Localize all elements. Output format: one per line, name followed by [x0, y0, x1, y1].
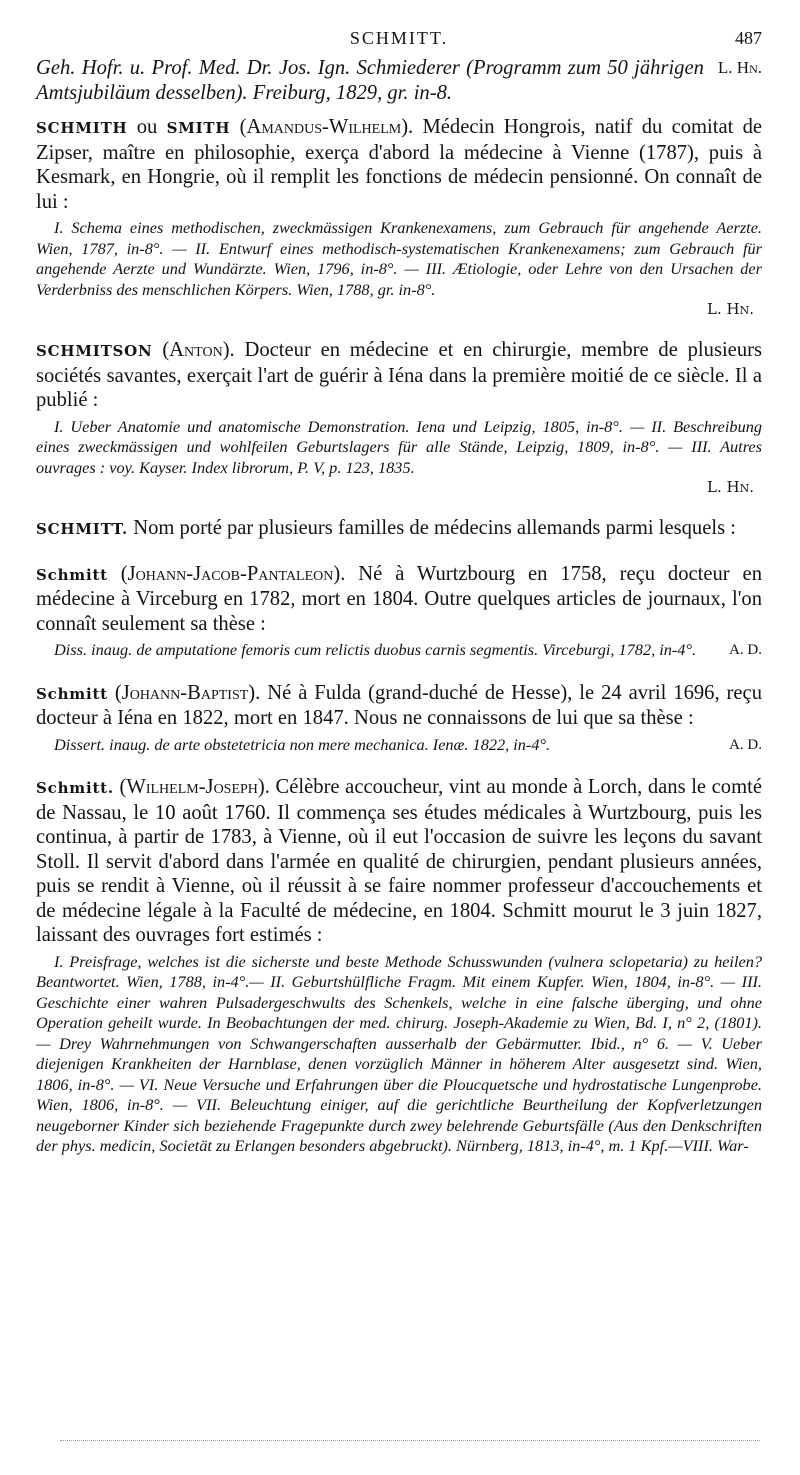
entry-given-names: (Amandus-Wilhelm). — [239, 116, 414, 138]
entry-signature: A. D. — [729, 736, 762, 753]
entry-headword: SCHMITH — [36, 119, 128, 137]
entry-given-names: (Johann-Baptist). — [114, 681, 261, 704]
entry-body — [36, 516, 762, 542]
entry-text: Né à Wurtzbourg en 1758, reçu docteur en médecine à Virceburg en 1782, mort en 1804. Outre quelques articles de journaux, l'on connaît seulement sa thèse : — [36, 562, 762, 635]
entry-headword: Schmitt — [36, 684, 108, 703]
bibliography-text: Dissert. inaug. de arte obstetetricia non mere mechanica. Ienæ. 1822, in-4°. — [54, 734, 551, 754]
entry-schmitson — [36, 338, 762, 496]
entry-given-names: (Wilhelm-Joseph). — [119, 776, 270, 798]
entry-headword: Schmitt — [36, 565, 108, 584]
entry-body — [36, 115, 762, 214]
entry-given-names: (Johann-Jacob-Pantaleon). — [120, 562, 346, 585]
entry-signature: L. Hn. — [707, 300, 754, 318]
bibliography-text: I. Ueber Anatomie und anatomische Demonstration. Iena und Leipzig, 1805, in-8°. — II. Beschreibung eines zweckmässigen und wohlfeilen Geburtslagers für alle Stände, Leipzig, 1809, in-8°. — III. Autres ouvrages : voy. Kayser. Index librorum, P. V, p. 123, 1835. — [36, 416, 762, 477]
entry-body — [36, 775, 762, 948]
carryover-paragraph — [36, 56, 762, 105]
entry-signature: A. D. — [729, 642, 762, 658]
entry-bibliography — [36, 952, 762, 1157]
page-number: 487 — [735, 28, 762, 48]
entry-bibliography — [36, 735, 762, 756]
entry-text: Célèbre accoucheur, vint au monde à Lorch, dans le comté de Nassau, le 10 août 1760. Il commença ses études médicales à Wurtzbourg, puis les continua, à partir de 1783, à Vienne, où il eut l'occasion de suivre les leçons du savant Stoll. Il servit d'abord dans l'armée en qualité de chirurgien, pendant plusieurs années, puis se rendit à Vienne, où il réussit à se faire nommer professeur d'accouchements et de médecine légale à la Faculté de médecine, en 1804. Schmitt mourut le 3 juin 1827, laissant des ouvrages fort estimés : — [36, 776, 762, 946]
running-header — [36, 28, 762, 56]
dictionary-page — [36, 28, 762, 1157]
entry-schmitt-family — [36, 516, 762, 542]
entry-signature: L. Hn. — [707, 478, 754, 496]
entry-text: Nom porté par plusieurs familles de médecins allemands parmi lesquels : — [128, 517, 736, 539]
entry-body — [36, 681, 762, 731]
carryover-text: Geh. Hofr. u. Prof. Med. Dr. Jos. Ign. Schmiederer (Programm zum 50 jährigen Amtsjubiläum desselben). Freiburg, 1829, gr. in-8. — [36, 57, 704, 104]
entry-text: Né à Fulda (grand-duché de Hesse), le 24 avril 1696, reçu docteur à Iéna en 1822, mort en 1847. Nous ne connaissons de lui que sa thèse : — [36, 681, 762, 729]
entry-text: Docteur en médecine et en chirurgie, membre de plusieurs sociétés savantes, exerçait l'art de guérir à Iéna dans la première moitié de ce siècle. Il a publié : — [36, 339, 762, 411]
entry-text: Médecin Hongrois, natif du comitat de Zipser, maître en philosophie, exerça d'abord la médecine à Vienne (1787), puis à Kesmark, en Hongrie, où il remplit les fonctions de médecin pensionné. On connaît de lui : — [36, 116, 763, 213]
entry-bibliography — [36, 417, 762, 479]
running-title: SCHMITT. — [349, 28, 449, 48]
bibliography-text: I. Preisfrage, welches ist die sicherste und beste Methode Schusswunden (vulnera sclopetaria) zu heilen? Beantwortet. Wien, 1788, in-4°.— II. Geburtshülfliche Fragm. Mit einem Kupfer. Wien, 1804, in-8°. — III. Geschichte einer wahren Pulsadergeschwults des Schenkels, welche in eine falsche überging, und ohne Operation geheilt wurde. In Beobachtungen der med. chirurg. Joseph-Akademie zu Wien, Bd. I, n° 2, (1801). — Drey Wahrnehmungen von Schwangerschaften ausserhalb der Gebärmutter. Ibid., n° 6. — V. Ueber diejenigen Krankheiten der Harnblase, denen vorzüglich Männer in höherem Alter ausgesetzt sind. Wien, 1806, in-8°. — VI. Neue Versuche und Erfahrungen über die Ploucquetsche und hydrostatische Lungenprobe. Wien, 1806, in-8°. — VII. Beleuchtung einiger, auf die gerichtliche Beurtheilung der Kopfverletzungen neugeborner Kinder sich beziehende Fragepunkte durch zwey belehrende Geburtsfälle (Aus den Denkschriften der phys. medicin, Societät zu Erlangen besonders abgebruckt). Nürnberg, 1813, in-4°, m. 1 Kpf.—VIII. War- — [36, 951, 762, 1155]
bibliography-text: I. Schema eines methodischen, zweckmässigen Krankenexamens, zum Gebrauch für angehende Aerzte. Wien, 1787, in-8°. — II. Entwurf eines methodisch-systematischen Krankenexamens; zum Gebrauch für angehende Aerzte und Wundärzte. Wien, 1796, in-8°. — III. Ætiologie, oder Lehre von den Ursachen der Verderbniss des menschlichen Körpers. Wien, 1788, gr. in-8°. — [36, 218, 762, 299]
entry-schmitt-wilhelm-joseph — [36, 775, 762, 1157]
entry-body — [36, 562, 762, 637]
entry-bibliography — [36, 218, 762, 300]
entry-schmith — [36, 115, 762, 318]
entry-schmitt-johann-jacob — [36, 562, 762, 661]
entry-given-names: (Anton). — [162, 339, 235, 361]
entry-schmitt-johann-baptist — [36, 681, 762, 756]
footer-dotted-rule — [60, 1440, 760, 1441]
entry-headword-alt: SMITH — [166, 119, 231, 137]
carryover-signature: L. Hn. — [717, 58, 762, 77]
bibliography-text: Diss. inaug. de amputatione femoris cum relictis duobus carnis segmentis. Virceburgi, 1782, in-4°. — [54, 640, 697, 659]
entry-headword: Schmitt. — [36, 779, 114, 797]
entry-body — [36, 338, 762, 413]
entry-headword: SCHMITT. — [36, 520, 129, 538]
entry-connector: ou — [127, 116, 167, 138]
entry-bibliography — [36, 640, 762, 661]
entry-headword: SCHMITSON — [36, 342, 153, 360]
